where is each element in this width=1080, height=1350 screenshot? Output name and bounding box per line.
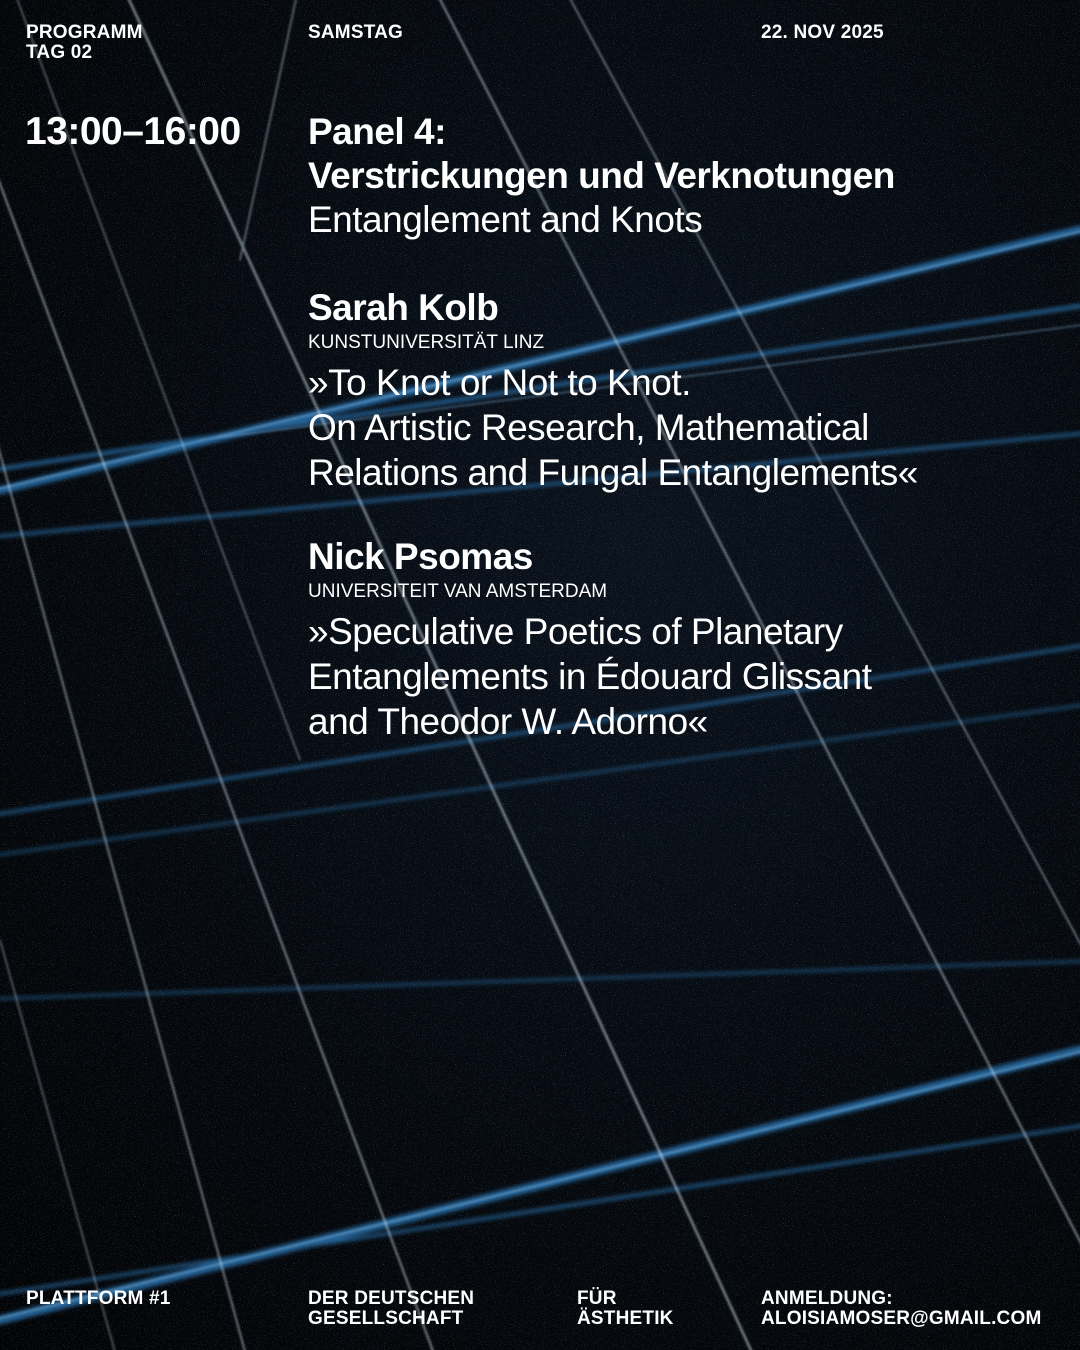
speaker-affiliation: UNIVERSITEIT VAN AMSTERDAM — [308, 581, 608, 602]
session-time: 13:00–16:00 — [25, 110, 241, 153]
speaker-affiliation: KUNSTUNIVERSITÄT LINZ — [308, 332, 545, 353]
day-label: SAMSTAG — [308, 22, 403, 43]
programm-line-1: PROGRAMM — [26, 22, 143, 43]
date-label: 22. NOV 2025 — [761, 22, 884, 43]
footer-society — [308, 1289, 474, 1329]
speaker-name: Sarah Kolb — [308, 287, 499, 328]
panel-title-english: Entanglement and Knots — [308, 199, 703, 240]
footer-aesthetics — [577, 1289, 674, 1329]
talk-title-line: and Theodor W. Adorno« — [308, 701, 708, 742]
talk-title-line: On Artistic Research, Mathematical — [308, 407, 869, 448]
talk-title — [308, 609, 1068, 744]
footer-society-line-2: GESELLSCHAFT — [308, 1308, 464, 1329]
talk-title-line: »Speculative Poetics of Planetary — [308, 611, 843, 652]
footer-aesthetics-line-1: FÜR — [577, 1288, 617, 1309]
talk-item — [308, 286, 1068, 495]
footer-aesthetics-line-2: ÄSTHETIK — [577, 1308, 674, 1329]
talk-title-line: Entanglements in Édouard Glissant — [308, 656, 872, 697]
registration-email: ALOISIAMOSER@GMAIL.COM — [761, 1308, 1042, 1329]
talk-item — [308, 535, 1068, 744]
registration-label: ANMELDUNG: — [761, 1288, 893, 1309]
speaker-name: Nick Psomas — [308, 536, 533, 577]
footer-society-line-1: DER DEUTSCHEN — [308, 1288, 475, 1309]
programm-line-2: TAG 02 — [26, 42, 93, 63]
program-content — [308, 110, 1068, 744]
talk-title-line: »To Knot or Not to Knot. — [308, 362, 691, 403]
talk-title — [308, 360, 1068, 495]
footer-registration — [761, 1289, 1041, 1329]
programm-label — [26, 23, 143, 63]
talk-title-line: Relations and Fungal Entanglements« — [308, 452, 918, 493]
panel-title: Panel 4: — [308, 111, 446, 152]
footer-platform: PLATTFORM #1 — [26, 1288, 171, 1309]
panel-title-german: Verstrickungen und Verknotungen — [308, 155, 895, 196]
